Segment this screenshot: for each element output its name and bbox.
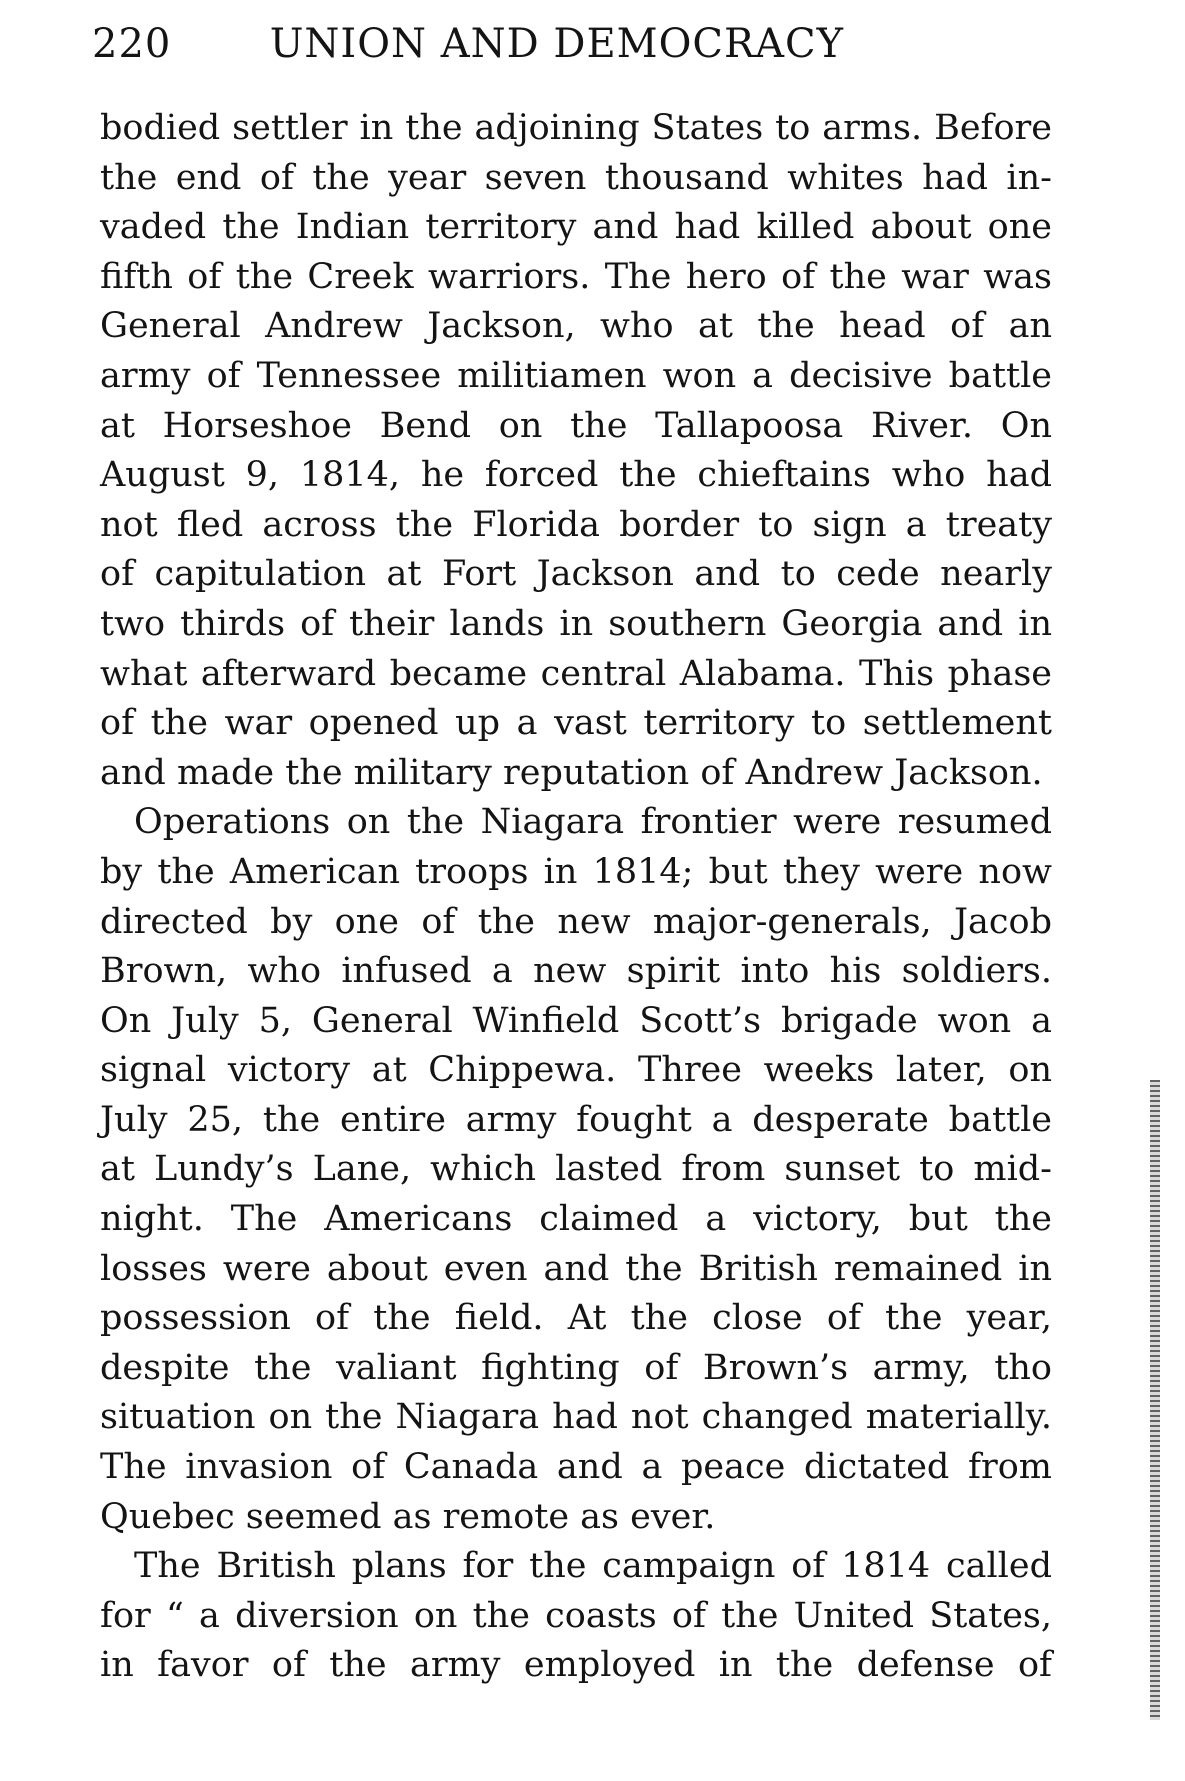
paragraph-british-plans bbox=[100, 1542, 1052, 1691]
text-line: by the American troops in 1814; but they were now bbox=[100, 851, 1052, 892]
text-line: August 9, 1814, he forced the chieftains who had bbox=[100, 455, 1052, 496]
text-line: of the war opened up a vast territory to settlement bbox=[100, 703, 1052, 744]
text-line: The British plans for the campaign of 1814 called bbox=[134, 1546, 1052, 1587]
text-line: On July 5, General Winfield Scott’s brigade won a bbox=[100, 1000, 1052, 1041]
scan-edge-artifact bbox=[1150, 1080, 1160, 1720]
text-line: Operations on the Niagara frontier were resumed bbox=[134, 802, 1052, 843]
running-title: UNION AND DEMOCRACY bbox=[269, 21, 845, 67]
text-line: Brown, who infused a new spirit into his soldiers. bbox=[100, 951, 1052, 992]
text-line: army of Tennessee militiamen won a decisive battle bbox=[100, 355, 1052, 396]
running-head bbox=[92, 20, 1092, 68]
text-line: despite the valiant fighting of Brown’s army, tho bbox=[100, 1347, 1052, 1388]
text-line: for “ a diversion on the coasts of the United States, bbox=[100, 1595, 1052, 1636]
text-line: possession of the field. At the close of the year, bbox=[100, 1298, 1052, 1339]
text-line: bodied settler in the adjoining States to arms. Before bbox=[100, 108, 1052, 148]
text-line: at Horseshoe Bend on the Tallapoosa River. On bbox=[100, 405, 1052, 446]
text-line: Quebec seemed as remote as ever. bbox=[100, 1496, 716, 1537]
text-line: situation on the Niagara had not changed materially. bbox=[100, 1397, 1052, 1438]
text-line: at Lundy’s Lane, which lasted from sunset to mid- bbox=[100, 1149, 1052, 1190]
text-line: of capitulation at Fort Jackson and to cede nearly bbox=[100, 554, 1052, 595]
text-line: signal victory at Chippewa. Three weeks later, on bbox=[100, 1050, 1052, 1091]
text-line: two thirds of their lands in southern Georgia and in bbox=[100, 603, 1052, 644]
text-line: The invasion of Canada and a peace dictated from bbox=[100, 1447, 1052, 1488]
page-number: 220 bbox=[92, 21, 172, 67]
paragraph-niagara-frontier bbox=[100, 798, 1052, 1542]
text-line: and made the military reputation of Andrew Jackson. bbox=[100, 752, 1043, 793]
text-line: July 25, the entire army fought a desperate battle bbox=[100, 1099, 1052, 1140]
text-line: vaded the Indian territory and had killed about one bbox=[100, 207, 1052, 248]
text-line: night. The Americans claimed a victory, but the bbox=[100, 1199, 1052, 1240]
text-line: directed by one of the new major-generals, Jacob bbox=[100, 901, 1052, 942]
text-line: in favor of the army employed in the defense of bbox=[100, 1645, 1052, 1686]
text-line: the end of the year seven thousand whites had in- bbox=[100, 157, 1052, 198]
text-line: fifth of the Creek warriors. The hero of the war was bbox=[100, 256, 1052, 297]
paragraph-creek-war bbox=[100, 104, 1052, 798]
text-line: General Andrew Jackson, who at the head of an bbox=[100, 306, 1052, 347]
text-line: losses were about even and the British remained in bbox=[100, 1248, 1052, 1289]
text-line: what afterward became central Alabama. This phase bbox=[100, 653, 1052, 694]
text-line: not fled across the Florida border to sign a treaty bbox=[100, 504, 1052, 545]
body-text bbox=[100, 104, 1052, 1691]
